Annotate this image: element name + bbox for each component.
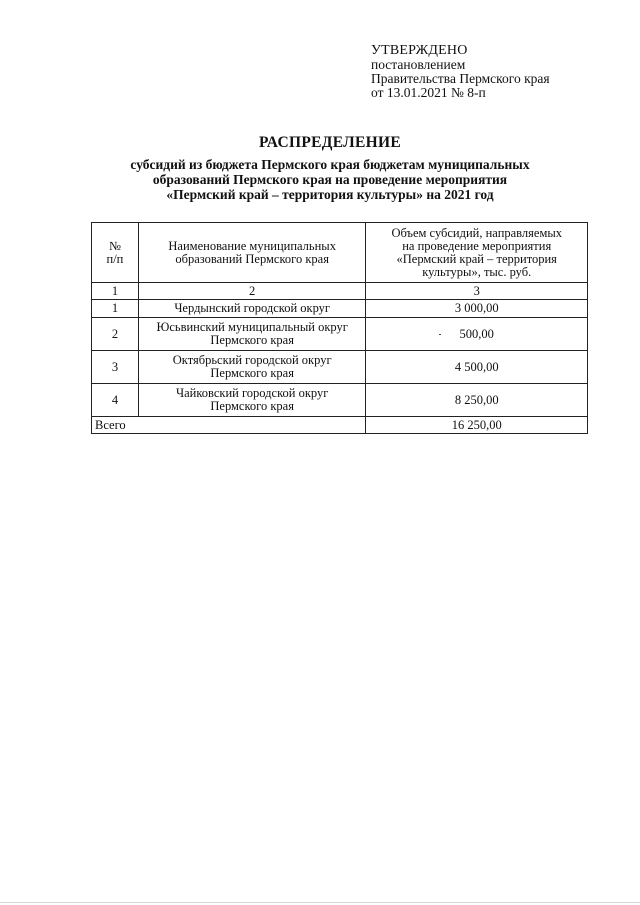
header-municipality <box>138 223 366 283</box>
column-number: 3 <box>366 283 588 300</box>
approval-decree: от 13.01.2021 № 8-п <box>371 85 486 100</box>
table-row <box>92 351 588 384</box>
table-row <box>92 384 588 417</box>
document-title: РАСПРЕДЕЛЕНИЕ <box>259 134 401 151</box>
row-amount: 500,00 <box>366 318 588 351</box>
approval-stamp <box>371 44 621 100</box>
header-text: № <box>108 238 121 253</box>
municipality-text: Пермского края <box>210 333 294 347</box>
municipality-text: Пермского края <box>210 399 294 413</box>
row-municipality <box>138 300 366 318</box>
scan-speck <box>439 334 441 335</box>
municipality-text: Юсьвинский муниципальный округ <box>156 320 348 334</box>
column-number-row <box>92 283 588 300</box>
header-text: культуры», тыс. руб. <box>422 264 532 279</box>
row-number: 2 <box>92 318 139 351</box>
column-number: 1 <box>92 283 139 300</box>
header-text: Наименование муниципальных <box>168 238 336 253</box>
approval-title: УТВЕРЖДЕНО <box>371 43 468 58</box>
table-row <box>92 318 588 351</box>
header-text: образований Пермского края <box>175 251 329 266</box>
header-text: Объем субсидий, направляемых <box>391 225 563 240</box>
municipality-text: Пермского края <box>210 366 294 380</box>
row-municipality <box>138 384 366 417</box>
row-amount: 4 500,00 <box>366 351 588 384</box>
table-header-row <box>92 223 588 283</box>
subtitle-line: «Пермский край – территория культуры» на 2021 год <box>166 187 494 202</box>
row-amount: 8 250,00 <box>366 384 588 417</box>
column-number: 2 <box>138 283 366 300</box>
row-number: 4 <box>92 384 139 417</box>
distribution-table <box>91 222 588 434</box>
row-municipality <box>138 351 366 384</box>
total-row <box>92 417 588 434</box>
approval-line: постановлением <box>371 57 466 72</box>
municipality-text: Чайковский городской округ <box>175 386 329 400</box>
header-amount <box>366 223 588 283</box>
header-number <box>92 223 139 283</box>
municipality-text: Чердынский городской округ <box>174 301 331 315</box>
table-row <box>92 300 588 318</box>
row-municipality <box>138 318 366 351</box>
row-number: 1 <box>92 300 139 318</box>
row-amount: 3 000,00 <box>366 300 588 318</box>
total-amount: 16 250,00 <box>366 417 588 434</box>
approval-line: Правительства Пермского края <box>371 71 550 86</box>
municipality-text: Октябрьский городской округ <box>172 353 332 367</box>
header-text: на проведение мероприятия <box>402 238 552 253</box>
header-text: «Пермский край – территория <box>396 251 557 266</box>
subtitle-line: образований Пермского края на проведение мероприятия <box>152 172 508 187</box>
header-text: п/п <box>106 251 124 266</box>
document-subtitle <box>60 157 600 202</box>
row-number: 3 <box>92 351 139 384</box>
total-label: Всего <box>92 417 366 434</box>
subtitle-line: субсидий из бюджета Пермского края бюджетам муниципальных <box>130 157 530 172</box>
page-edge-line <box>0 902 640 903</box>
